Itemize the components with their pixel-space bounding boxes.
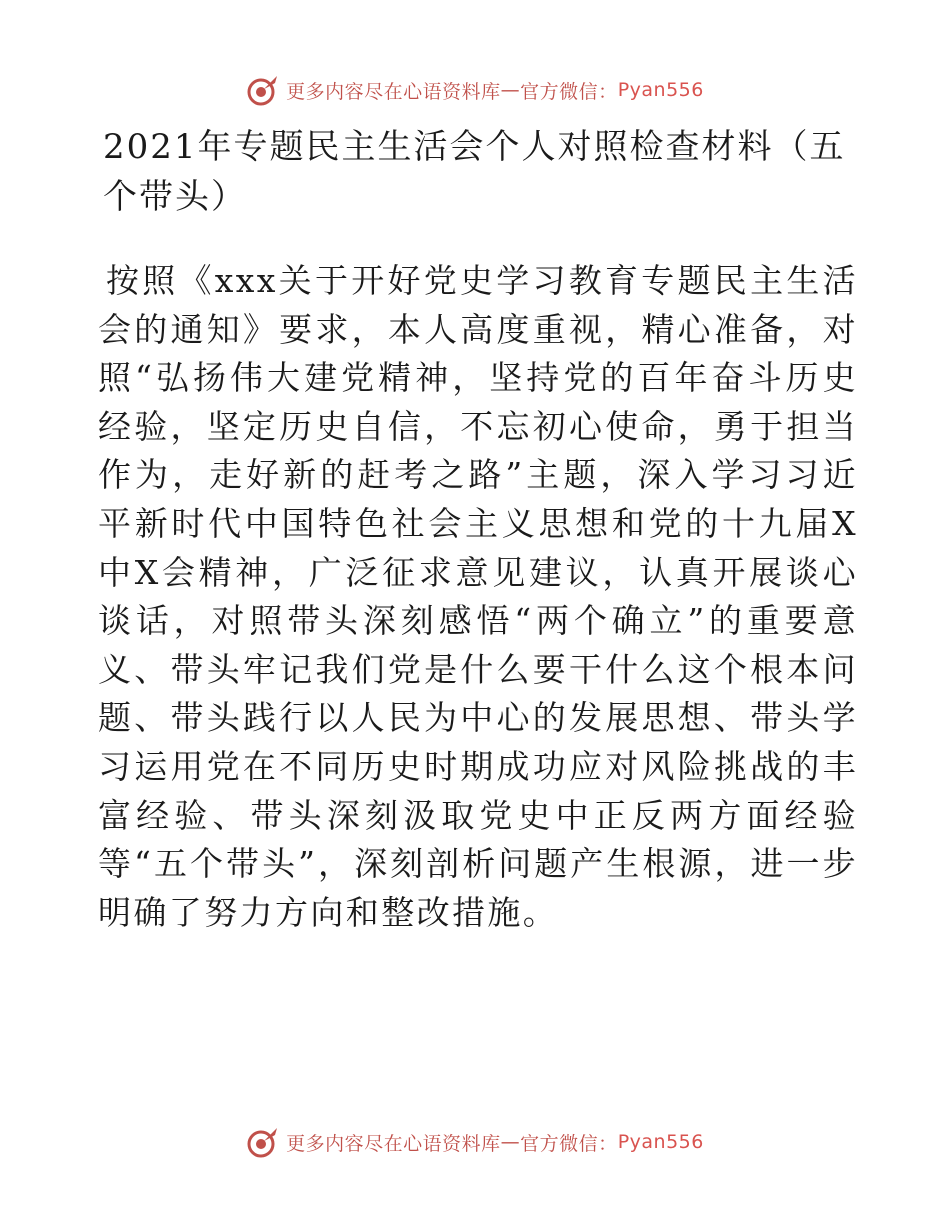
body-paragraph: 按照《xxx关于开好党史学习教育专题民主生活会的通知》要求，本人高度重视，精心准备，对照“弘扬伟大建党精神，坚持党的百年奋斗历史经验，坚定历史自信，不忘初心使命，勇于担当作为，走好新的赶考之路”主题，深入学习习近平新时代中国特色社会主义思想和党的十九届X中X会精神，广泛征求意见建议，认真开展谈心谈话，对照带头深刻感悟“两个确立”的重要意义、带头牢记我们党是什么要干什么这个根本问题、带头践行以人民为中心的发展思想、带头学习运用党在不同历史时期成功应对风险挑战的丰富经验、带头深刻汲取党史中正反两方面经验等“五个带头”，深刻剖析问题产生根源，进一步明确了努力方向和整改措施。 bbox=[98, 261, 858, 932]
banner-handle: Pyan556 bbox=[617, 79, 704, 101]
footer-banner bbox=[0, 1124, 950, 1160]
banner-text: 更多内容尽在心语资料库 bbox=[286, 1132, 501, 1155]
banner-dash: — bbox=[500, 79, 521, 101]
document-title: 2021年专题民主生活会个人对照检查材料（五个带头） bbox=[103, 127, 846, 217]
banner-contact: 官方微信： bbox=[520, 1132, 618, 1155]
banner-dash: — bbox=[500, 1131, 521, 1153]
banner-handle: Pyan556 bbox=[617, 1131, 704, 1153]
banner-contact: 官方微信： bbox=[520, 80, 618, 103]
header-banner bbox=[0, 72, 950, 108]
quill-logo-icon bbox=[246, 1125, 280, 1159]
quill-logo-icon bbox=[246, 73, 280, 107]
banner-text: 更多内容尽在心语资料库 bbox=[286, 80, 501, 103]
